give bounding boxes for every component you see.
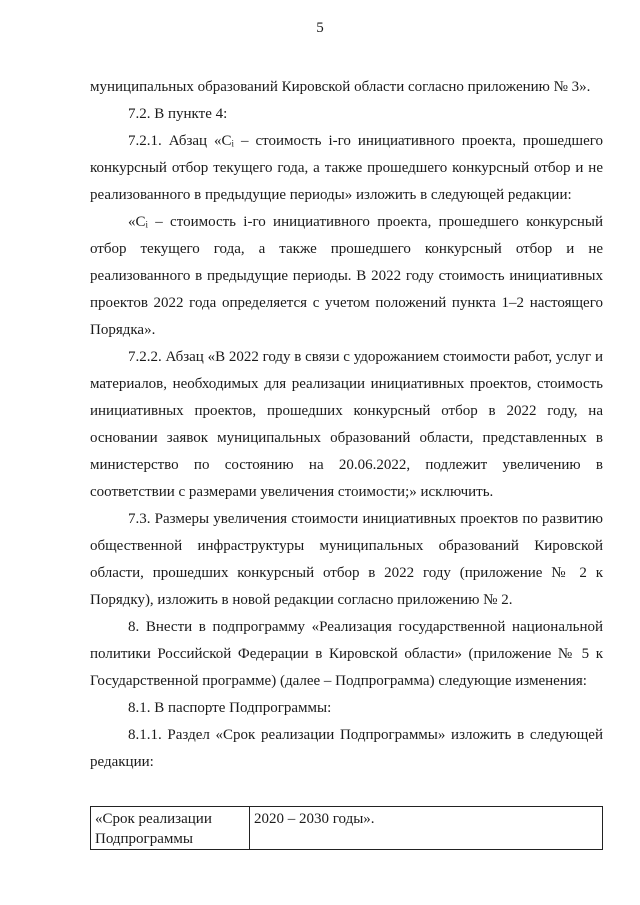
document-body: [90, 74, 603, 776]
paragraph-2: 7.2. В пункте 4:: [128, 106, 228, 122]
page-number: 5: [316, 20, 324, 36]
paragraph-4: «Cᵢ – стоимость i-го инициативного проекта, прошедшего конкурсный отбор текущего года, а также прошедшего конкурсный отбор и не реализованного в предыдущие периоды. В 2022 году стоимость инициативных проектов 2022 года определяется с учетом положений пункта 1–2 настоящего Порядка».: [90, 214, 603, 338]
table-row: [91, 807, 603, 850]
paragraph-8: 8.1. В паспорте Подпрограммы:: [128, 700, 332, 716]
paragraph-6: 7.3. Размеры увеличения стоимости инициативных проектов по развитию общественной инфраструктуры муниципальных образований Кировской области, прошедших конкурсный отбор в 2022 году (приложение № 2 к Порядку), изложить в новой редакции согласно приложению № 2.: [90, 511, 603, 608]
paragraph-1: муниципальных образований Кировской области согласно приложению № 3».: [90, 79, 591, 95]
paragraph-3: 7.2.1. Абзац «Cᵢ – стоимость i-го инициативного проекта, прошедшего конкурсный отбор текущего года, а также прошедшего конкурсный отбор и не реализованного в предыдущие периоды» изложить в следующей редакции:: [90, 133, 603, 203]
table-cell-value: 2020 – 2030 годы».: [250, 807, 603, 850]
table-cell-label: «Срок реализации Подпрограммы: [91, 807, 250, 850]
paragraph-7: 8. Внести в подпрограмму «Реализация государственной национальной политики Российской Федерации в Кировской области» (приложение № 5 к Государственной программе) (далее – Подпрограмма) следующие изменения:: [90, 619, 603, 689]
paragraph-9: 8.1.1. Раздел «Срок реализации Подпрограммы» изложить в следующей редакции:: [90, 727, 603, 770]
term-table: [90, 806, 603, 850]
paragraph-5: 7.2.2. Абзац «В 2022 году в связи с удорожанием стоимости работ, услуг и материалов, необходимых для реализации инициативных проектов, стоимость инициативных проектов, прошедших конкурсный отбор в 2022 году, на основании заявок муниципальных образований области, представленных в министерство по состоянию на 20.06.2022, подлежит увеличению в соответствии с размерами увеличения стоимости;» исключить.: [90, 349, 603, 500]
